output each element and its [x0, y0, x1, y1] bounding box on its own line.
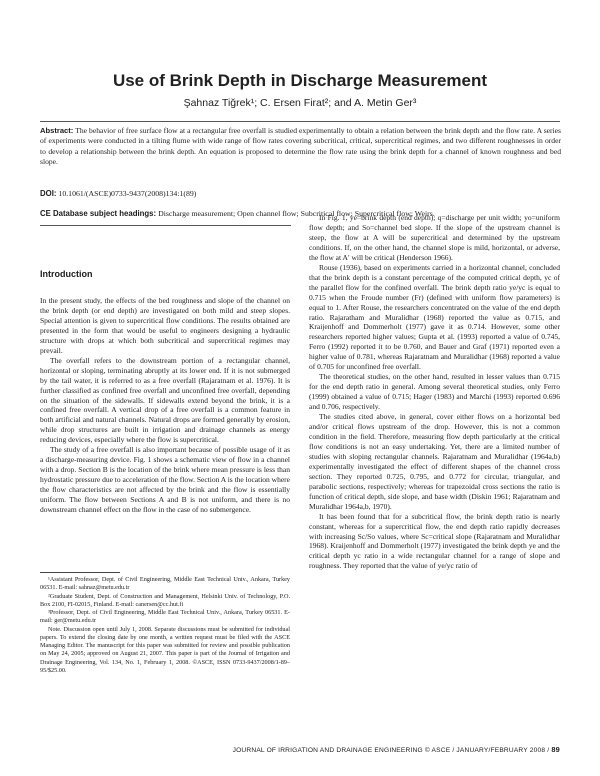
section-heading-introduction: Introduction: [40, 269, 93, 279]
footnote: Note. Discussion open until July 1, 2008. Separate discussions must be submitted for individual papers. To extend the closing date by one month, a written request must be filed with the ASCE Managing Editor. The manuscript for this paper was submitted for review and possible publication on May 24, 2005; approved on August 21, 2007. This paper is part of the Journal of Irrigation and Drainage Engineering, Vol. 134, No. 1, February 1, 2008. ©ASCE, ISSN 0733-9437/2008/1-89–95/$25.00.: [40, 625, 290, 674]
footnote-divider: [40, 572, 120, 573]
footnote: ³Professor, Dept. of Civil Engineering, Middle East Technical Univ., Ankara, Turkey 06531. E-mail: ger@metu.edu.tr: [40, 609, 290, 625]
footnotes: [40, 576, 290, 675]
paper-title: Use of Brink Depth in Discharge Measurement: [112, 71, 488, 90]
abstract: [40, 126, 561, 168]
paragraph: In Fig. 1, ye=brink depth (end depth); q=discharge per unit width; yo=uniform flow depth; and So=channel bed slope. If the slope of the upstream channel is steep, the flow at A will be supercritical and determined by the upstream conditions. If, on the other hand, the channel slope is mild, horizontal, or adverse, the flow at A′ will be critical (Henderson 1966).: [309, 213, 560, 262]
left-column: [40, 296, 290, 515]
paragraph: It has been found that for a subcritical flow, the brink depth ratio is nearly constant, whereas for a supercritical flow, the end depth ratio rapidly decreases with increasing Sc/So values, where Sc=critical slope (Rajaratnam and Muralidhar 1968). Kraijenhoff and Dommerholt (1977) investigated the brink depth ye and the critical depth yc ratio in a wide rectangular channel for a range of slope and roughness. They reported that the value of ye/yc ratio of: [309, 511, 560, 571]
divider-left-column: [40, 225, 291, 226]
subject-headings-text: Discharge measurement; Open channel flow; Subcritical flow; Supercritical flow; Weirs.: [158, 209, 435, 218]
paragraph: The studies cited above, in general, cover either flows on a horizontal bed and/or critical flows upstream of the drop. However, this is not a common condition in the field. Therefore, measuring flow depth particularly at the critical flow conditions is not an easy undertaking. Yet, there are a limited number of studies with sloping rectangular channels. Rajaratnam and Muralidhar (1964a,b) experimentally investigated the effect of different shapes of the channel cross section. They reported 0.725, 0.795, and 0.772 for circular, triangular, and parabolic sections, respectively; whereas for trapezoidal cross sections the ratio is function of critical depth, side slope, and base width (Diskin 1961; Rajaratnam and Muralidhar 1964a,b, 1970).: [309, 412, 560, 511]
paragraph: The theoretical studies, on the other hand, resulted in lesser values than 0.715 for the end depth ratio in general. Among several theoretical studies, only Ferro (1999) obtained a value of 0.715; Hager (1983) and Marchi (1993) reported 0.696 and 0.706, respectively.: [309, 372, 560, 412]
page-number: 89: [551, 745, 560, 754]
abstract-text: The behavior of free surface flow at a rectangular free overfall is studied experimentally to obtain a relation between the brink depth and the flow rate. A series of experiments were conducted in a tilting flume with wide range of flow rates covering subcritical, critical, supercritical regimes, and two different roughnesses in order to develop a relationship between the brink depth. An equation is proposed to determine the flow rate using the brink depth for a channel of known roughness and bed slope.: [40, 126, 561, 167]
doi-label: DOI:: [40, 189, 57, 198]
doi: [40, 189, 196, 198]
footnote: ¹Assistant Professor, Dept. of Civil Engineering, Middle East Technical Univ., Ankara, Turkey 06531. E-mail: sahnaz@metu.edu.tr: [40, 576, 290, 592]
journal-footer: JOURNAL OF IRRIGATION AND DRAINAGE ENGINEERING © ASCE / JANUARY/FEBRUARY 2008 /: [232, 747, 550, 754]
paragraph: Rouse (1936), based on experiments carried in a horizontal channel, concluded that the brink depth is a constant percentage of the computed critical depth, yc of the parallel flow for the confined overfall. The brink depth ratio ye/yc is equal to 0.715 when the Froude number (Fr) (defined with uniform flow parameters) is equal to 1. After Rouse, the researchers concentrated on the value of the end depth ratio. Rajaratham and Muralidhar (1968) reported the value as 0.715, and Kraijenhoff and Dommerholt (1977) gave it as 0.714. However, some other researchers reported higher values; Gupta et al. (1993) reported a value of 0.745, Ferro (1992) reported it to be 0.760, and Bauer and Graf (1971) reported even a higher value of 0.781, whereas Rajaratnam and Muralidhar (1968) reported a value of 0.705 for unconfined free overfall.: [309, 262, 560, 372]
doi-link[interactable]: 10.1061/(ASCE)0733-9437(2008)134:1(89): [58, 189, 197, 198]
abstract-label: Abstract:: [40, 126, 74, 135]
right-column: [309, 213, 560, 571]
author-list: Şahnaz Tiğrek¹; C. Ersen Firat²; and A. Metin Ger³: [183, 97, 417, 109]
divider-top: [40, 121, 560, 122]
paragraph: In the present study, the effects of the bed roughness and slope of the channel on the brink depth (or end depth) are investigated on both mild and steep slopes. Special attention is given to supercritical flow conditions. The results obtained are presented in the form that would be useful to engineers designing a hydraulic structure with drops at which both subcritical and supercritical regimes may prevail.: [40, 296, 290, 355]
page-footer: [40, 745, 560, 754]
paragraph: The overfall refers to the downstream portion of a rectangular channel, horizontal or sloping, terminating abruptly at its lower end. If it is not submerged by the tail water, it is referred to as a free overfall (Rajaratnam et al. 1976). It is further classified as confined free overfall and unconfined free overfall, depending on the situation of the sidewalls. If sidewalls extend beyond the brink, it is a confined free overfall. A vertical drop of a free overfall is a common feature in both artificial and natural channels. Natural drops are formed generally by erosion, while drop structures are built in irrigation and drainage channels as energy reducing devices, especially where the flow is supercritical.: [40, 355, 290, 445]
footnote: ²Graduate Student, Dept. of Construction and Management, Helsinki Univ. of Technology, P.O. Box 2100, FI-02015, Finland. E-mail: canersen@cc.hut.fi: [40, 592, 290, 608]
subject-headings-label: CE Database subject headings:: [40, 209, 157, 218]
paragraph: The study of a free overfall is also important because of possible usage of it as a discharge-measuring device. Fig. 1 shows a schematic view of flow in a channel with a drop. Section B is the location of the brink where mean pressure is less than hydrostatic pressure due to acceleration of the flow. Section A is the location where the flow characteristics are not affected by the brink and the flow is essentially uniform. The flow between Sections A and B is not uniform, and there is no downstream channel effect on the flow in the case of no submergence.: [40, 445, 290, 515]
